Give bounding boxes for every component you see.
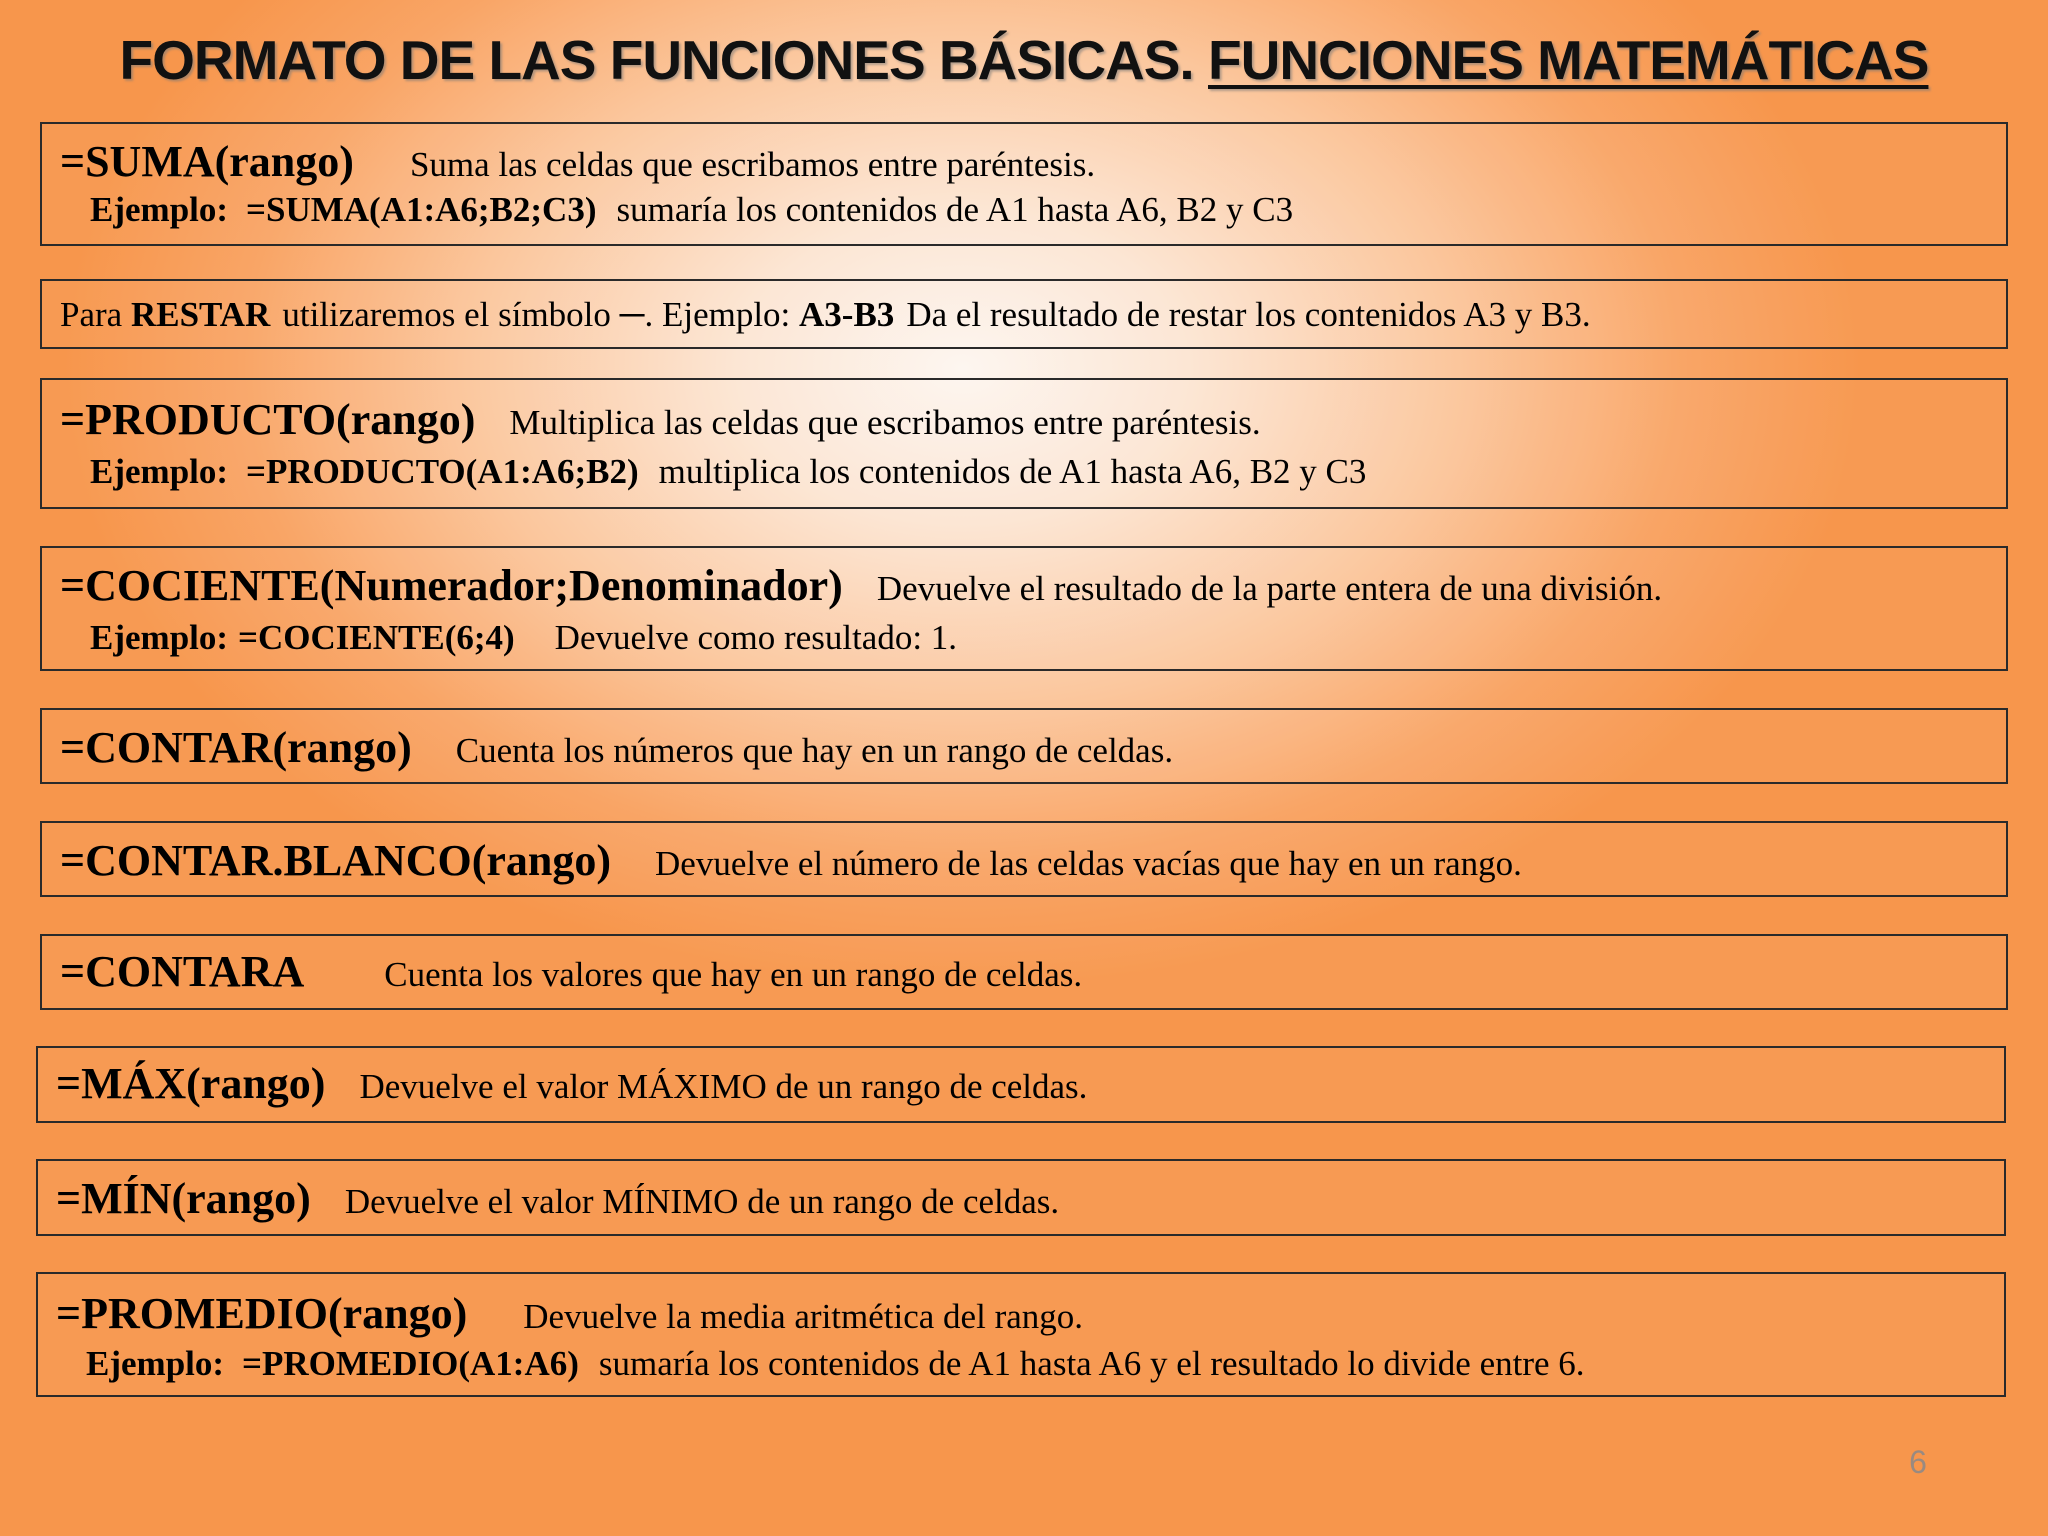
- min-line: [56, 1173, 1059, 1224]
- cociente-description: Devuelve el resultado de la parte entera de una división.: [876, 569, 1663, 608]
- producto-example-text: multiplica los contenidos de A1 hasta A6, B2 y C3: [658, 452, 1367, 491]
- max-function: =MÁX(rango): [56, 1059, 326, 1108]
- promedio-line-1: [56, 1288, 1083, 1339]
- promedio-example-formula: =PROMEDIO(A1:A6): [242, 1344, 579, 1383]
- contara-function: =CONTARA: [60, 947, 305, 996]
- min-description: Devuelve el valor MÍNIMO de un rango de celdas.: [344, 1182, 1060, 1221]
- producto-function: =PRODUCTO(rango): [60, 395, 476, 444]
- entry-contar-blanco: [40, 821, 2008, 897]
- title-part-1: FORMATO DE LAS FUNCIONES BÁSICAS.: [119, 29, 1194, 91]
- cociente-function: =COCIENTE(Numerador;Denominador): [60, 561, 843, 610]
- contar-blanco-line: [60, 835, 1522, 886]
- producto-example-formula: =PRODUCTO(A1:A6;B2): [246, 452, 639, 491]
- restar-line: [60, 295, 1591, 335]
- page-number: 6: [1909, 1444, 1927, 1480]
- promedio-function: =PROMEDIO(rango): [56, 1289, 468, 1338]
- suma-example-label: Ejemplo:: [90, 190, 229, 229]
- suma-example-text: sumaría los contenidos de A1 hasta A6, B2 y C3: [616, 190, 1294, 229]
- title-part-2: FUNCIONES MATEMÁTICAS: [1208, 29, 1929, 91]
- min-function: =MÍN(rango): [56, 1174, 311, 1223]
- promedio-line-2: [86, 1344, 1585, 1384]
- entry-cociente: [40, 546, 2008, 671]
- max-description: Devuelve el valor MÁXIMO de un rango de celdas.: [359, 1067, 1088, 1106]
- contara-description: Cuenta los valores que hay en un rango de celdas.: [384, 955, 1083, 994]
- restar-after-symbol: . Ejemplo:: [644, 295, 791, 334]
- entry-min: [36, 1159, 2006, 1236]
- restar-middle: utilizaremos el símbolo: [282, 295, 611, 334]
- producto-example-label: Ejemplo:: [90, 452, 229, 491]
- producto-description: Multiplica las celdas que escribamos entre paréntesis.: [509, 403, 1261, 442]
- minus-symbol: ─: [619, 295, 645, 334]
- restar-example-formula: A3-B3: [799, 295, 895, 334]
- contara-line: [60, 946, 1082, 997]
- promedio-example-label: Ejemplo:: [86, 1344, 225, 1383]
- entry-promedio: [36, 1272, 2006, 1397]
- suma-description: Suma las celdas que escribamos entre paréntesis.: [409, 145, 1096, 184]
- entry-producto: [40, 378, 2008, 509]
- suma-function: =SUMA(rango): [60, 137, 354, 186]
- cociente-line-1: [60, 560, 1662, 611]
- cociente-example-formula: =COCIENTE(6;4): [238, 618, 515, 657]
- cociente-line-2: [90, 618, 957, 658]
- suma-line-2: [90, 190, 1293, 230]
- restar-prefix: Para: [60, 295, 123, 334]
- entry-restar: [40, 279, 2008, 349]
- contar-line: [60, 722, 1173, 773]
- producto-line-1: [60, 394, 1261, 445]
- entry-contar: [40, 708, 2008, 784]
- suma-line-1: [60, 136, 1095, 187]
- contar-description: Cuenta los números que hay en un rango de celdas.: [455, 731, 1174, 770]
- max-line: [56, 1058, 1087, 1109]
- contar-function: =CONTAR(rango): [60, 723, 412, 772]
- entry-suma: [40, 122, 2008, 246]
- contar-blanco-function: =CONTAR.BLANCO(rango): [60, 836, 612, 885]
- entry-max: [36, 1046, 2006, 1123]
- cociente-example-label: Ejemplo:: [90, 618, 229, 657]
- restar-example-text: Da el resultado de restar los contenidos A3 y B3.: [906, 295, 1591, 334]
- cociente-example-text: Devuelve como resultado: 1.: [554, 618, 958, 657]
- suma-example-formula: =SUMA(A1:A6;B2;C3): [246, 190, 597, 229]
- entry-contara: [40, 934, 2008, 1010]
- slide-title: [0, 28, 2048, 92]
- restar-keyword: RESTAR: [130, 295, 271, 334]
- promedio-example-text: sumaría los contenidos de A1 hasta A6 y el resultado lo divide entre 6.: [598, 1344, 1585, 1383]
- contar-blanco-description: Devuelve el número de las celdas vacías que hay en un rango.: [655, 844, 1522, 883]
- producto-line-2: [90, 452, 1366, 492]
- promedio-description: Devuelve la media aritmética del rango.: [523, 1297, 1084, 1336]
